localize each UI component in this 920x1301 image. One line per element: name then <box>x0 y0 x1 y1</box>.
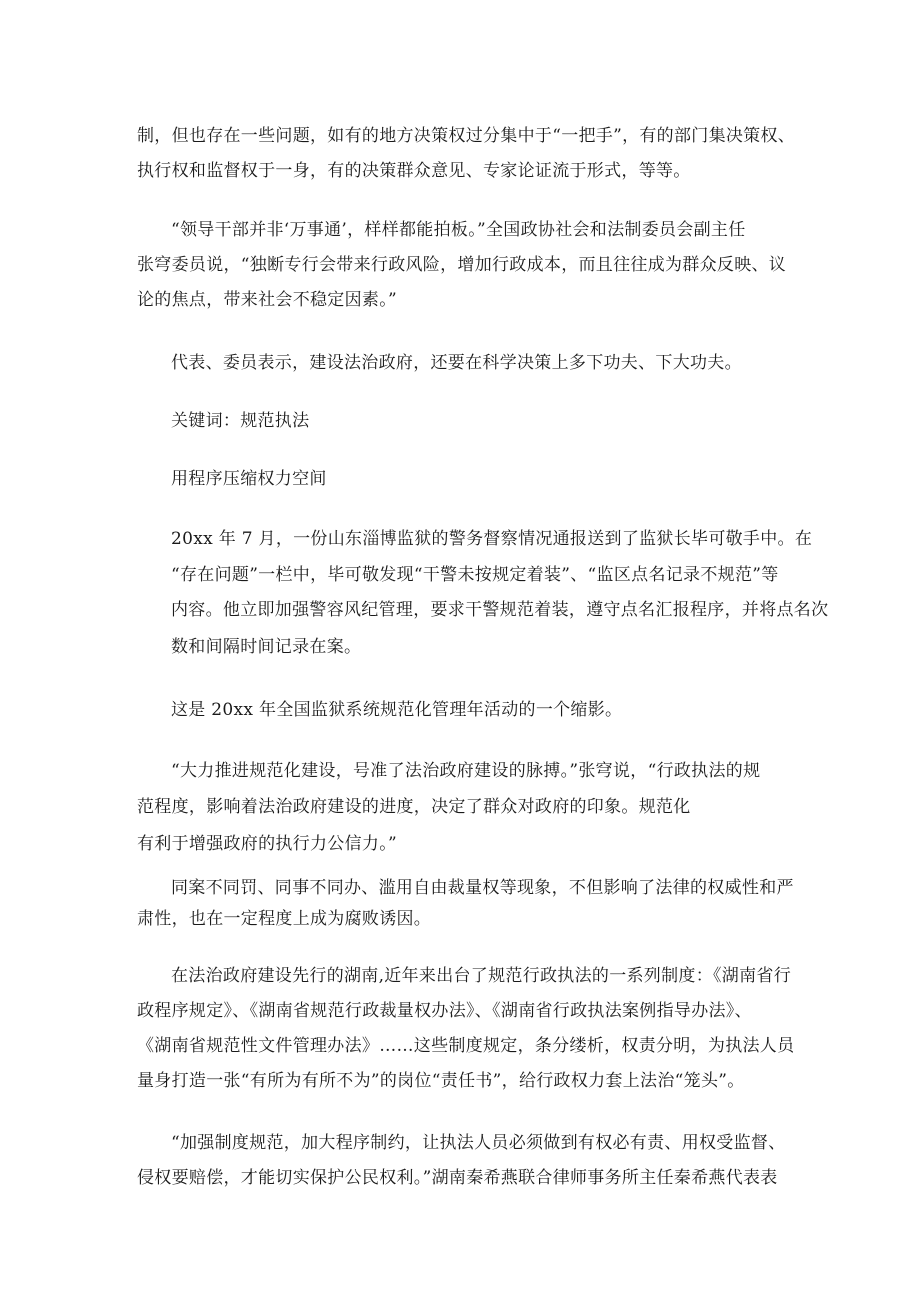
text-line: 用程序压缩权力空间 <box>171 469 327 489</box>
text-line: 《湖南省规范性文件管理办法》……这些制度规定，条分缕析，权责分明，为执法人员 <box>137 1036 795 1056</box>
text-line: 制，但也存在一些问题，如有的地方决策权过分集中于“一把手”，有的部门集决策权、 <box>137 126 796 146</box>
text-line: “存在问题”一栏中，毕可敬发现“干警未按规定着装”、“监区点名记录不规范”等 <box>171 565 779 585</box>
text-line: 同案不同罚、同事不同办、滥用自由裁量权等现象，不但影响了法律的权威性和严 <box>171 878 794 898</box>
text-line: “领导干部并非‘万事通’，样样都能拍板。”全国政协社会和法制委员会副主任 <box>171 220 746 240</box>
text-line: 内容。他立即加强警容风纪管理，要求干警规范着装，遵守点名汇报程序，并将点名次 <box>171 600 829 620</box>
text-line: 在法治政府建设先行的湖南,近年来出台了规范行政执法的一系列制度：《湖南省行 <box>171 966 792 986</box>
text-line: 量身打造一张“有所为有所不为”的岗位“责任书”，给行政权力套上法治“笼头”。 <box>137 1071 745 1091</box>
text-line: 代表、委员表示，建设法治政府，还要在科学决策上多下功夫、下大功夫。 <box>171 353 742 373</box>
text-line: “大力推进规范化建设，号准了法治政府建设的脉搏。”张穹说，“行政执法的规 <box>171 761 761 781</box>
text-line: 这是 20xx 年全国监狱系统规范化管理年活动的一个缩影。 <box>171 700 623 720</box>
text-line: 政程序规定》、《湖南省规范行政裁量权办法》、《湖南省行政执法案例指导办法》、 <box>137 1001 752 1021</box>
text-line: 执行权和监督权于一身，有的决策群众意见、专家论证流于形式，等等。 <box>137 161 691 181</box>
text-line: “加强制度规范，加大程序制约，让执法人员必须做到有权必有责、用权受监督、 <box>171 1133 786 1153</box>
text-line: 有利于增强政府的执行力公信力。” <box>137 834 397 854</box>
text-line: 侵权要赔偿，才能切实保护公民权利。”湖南秦希燕联合律师事务所主任秦希燕代表表 <box>137 1168 778 1188</box>
text-line: 范程度，影响着法治政府建设的进度，决定了群众对政府的印象。规范化 <box>137 797 691 817</box>
text-line: 20xx 年 7 月，一份山东淄博监狱的警务督察情况通报送到了监狱长毕可敬手中。在 <box>171 529 813 549</box>
text-line: 肃性，也在一定程度上成为腐败诱因。 <box>137 909 432 929</box>
text-line: 张穹委员说，“独断专行会带来行政风险，增加行政成本，而且往往成为群众反映、议 <box>137 255 787 275</box>
text-line: 关键词：规范执法 <box>171 411 310 431</box>
text-line: 数和间隔时间记录在案。 <box>171 637 362 657</box>
text-line: 论的焦点，带来社会不稳定因素。” <box>137 290 397 310</box>
